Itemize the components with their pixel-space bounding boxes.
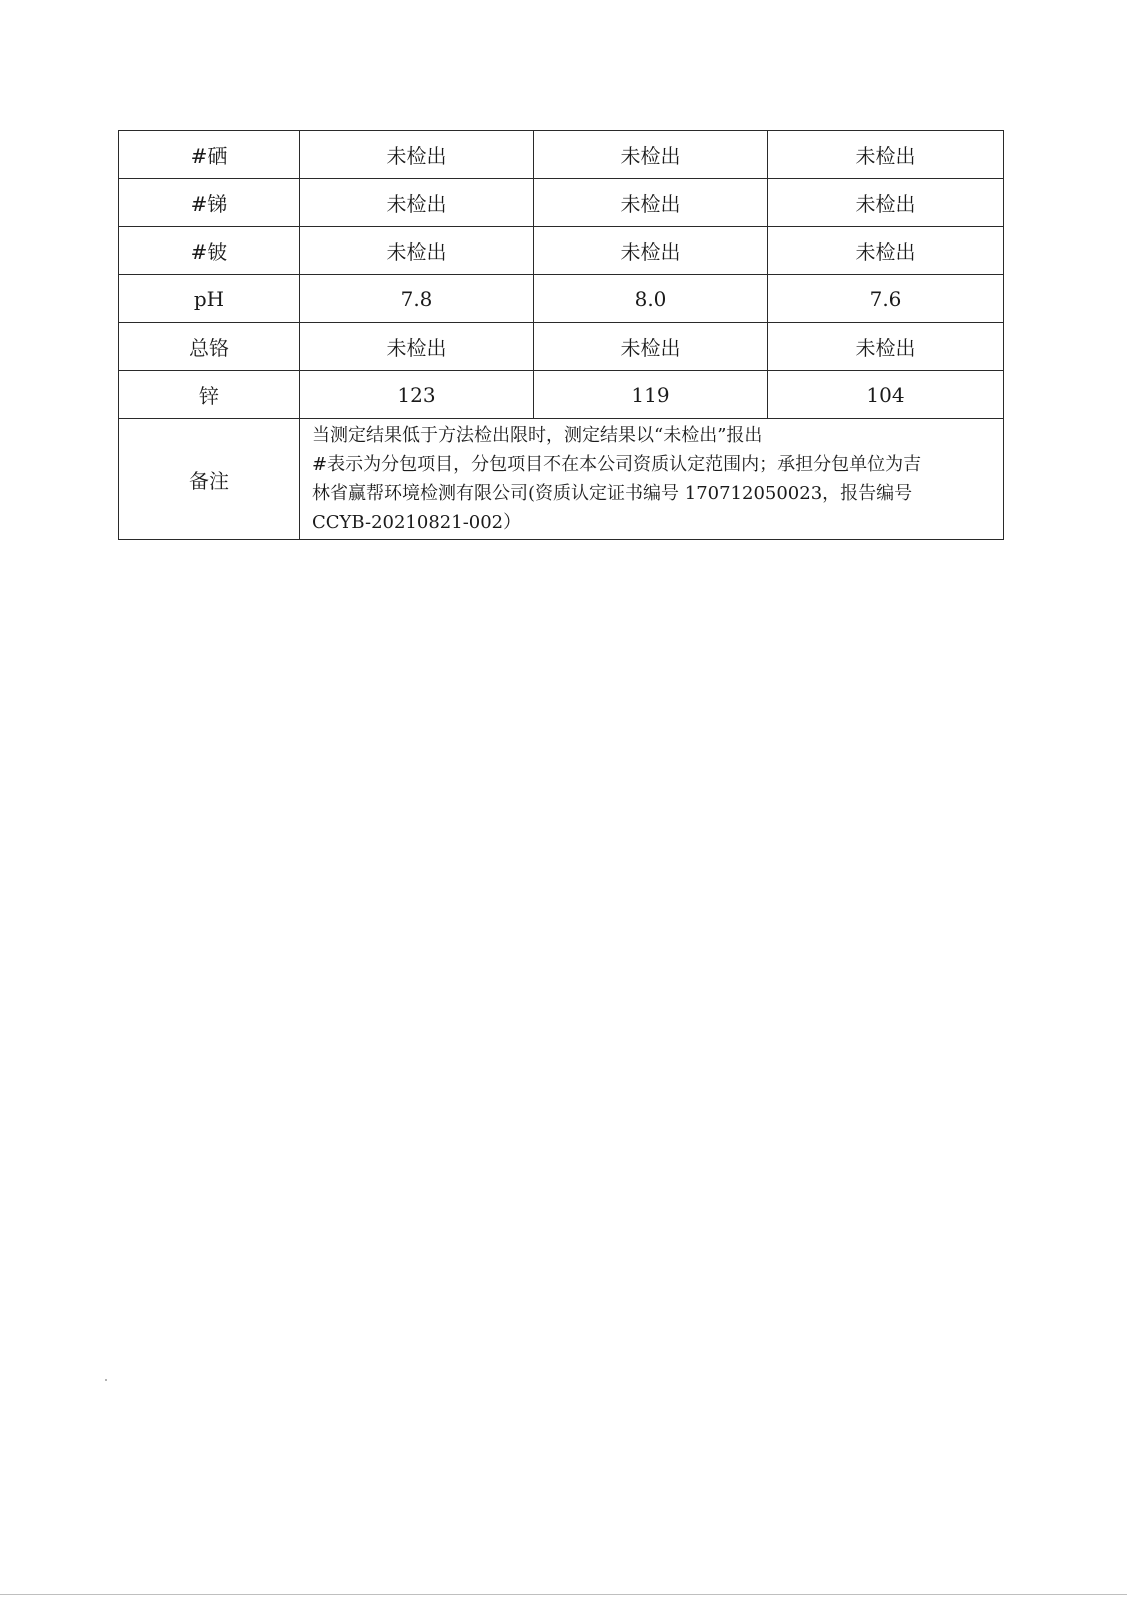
item-name-cell: 锌 [119, 371, 300, 419]
result-cell: 未检出 [534, 179, 768, 227]
result-cell: 未检出 [768, 131, 1004, 179]
result-cell: 未检出 [768, 227, 1004, 275]
notes-row [119, 419, 1004, 540]
test-results-table [118, 130, 1004, 540]
note-line: 当测定结果低于方法检出限时，测定结果以“未检出”报出 [312, 425, 763, 446]
result-cell: 未检出 [300, 131, 534, 179]
note-line: #表示为分包项目，分包项目不在本公司资质认定范围内；承担分包单位为吉 [312, 454, 922, 475]
table-row [119, 131, 1004, 179]
result-cell: 未检出 [300, 323, 534, 371]
result-cell: 未检出 [534, 131, 768, 179]
table-row [119, 179, 1004, 227]
result-cell: 7.8 [300, 275, 534, 323]
result-cell: 8.0 [534, 275, 768, 323]
table-row [119, 371, 1004, 419]
table-row [119, 275, 1004, 323]
table-row [119, 323, 1004, 371]
note-line: 林省赢帮环境检测有限公司(资质认定证书编号 170712050023，报告编号 [312, 483, 913, 504]
notes-label: 备注 [119, 419, 300, 540]
table-row [119, 227, 1004, 275]
page-bottom-edge [0, 1594, 1127, 1595]
result-cell: 未检出 [768, 179, 1004, 227]
result-cell: 104 [768, 371, 1004, 419]
result-cell: 未检出 [300, 179, 534, 227]
result-cell: 未检出 [300, 227, 534, 275]
notes-text [300, 419, 1004, 540]
result-cell: 119 [534, 371, 768, 419]
result-cell: 未检出 [768, 323, 1004, 371]
result-cell: 未检出 [534, 227, 768, 275]
item-name-cell: #硒 [119, 131, 300, 179]
result-cell: 123 [300, 371, 534, 419]
result-cell: 7.6 [768, 275, 1004, 323]
result-cell: 未检出 [534, 323, 768, 371]
scan-speck [105, 1379, 107, 1381]
item-name-cell: pH [119, 275, 300, 323]
item-name-cell: #锑 [119, 179, 300, 227]
item-name-cell: #铍 [119, 227, 300, 275]
note-line: CCYB-20210821-002） [312, 512, 522, 533]
item-name-cell: 总铬 [119, 323, 300, 371]
